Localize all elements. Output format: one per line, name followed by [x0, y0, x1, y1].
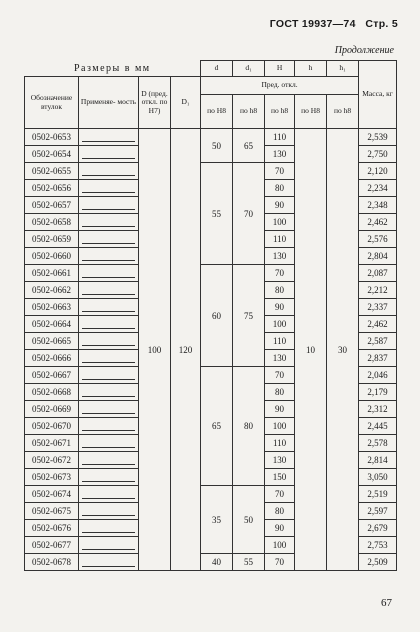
d-value-cell: 60 — [201, 265, 233, 367]
application-cell — [79, 486, 139, 503]
mass-cell: 2,576 — [359, 231, 397, 248]
mass-cell: 2,587 — [359, 333, 397, 350]
tol-d1-header: по h8 — [233, 95, 265, 129]
application-underline — [82, 311, 135, 312]
designation-cell: 0502-0669 — [25, 401, 79, 418]
col-D-header: D (пред. откл. по H7) — [139, 77, 171, 129]
d1-value-cell: 75 — [233, 265, 265, 367]
H-value-cell: 70 — [265, 554, 295, 571]
tol-h1-header: по h8 — [327, 95, 359, 129]
application-underline — [82, 345, 135, 346]
application-underline — [82, 362, 135, 363]
application-cell — [79, 265, 139, 282]
H-value-cell: 90 — [265, 197, 295, 214]
application-cell — [79, 316, 139, 333]
continuation-label: Продолжение — [334, 45, 394, 56]
application-underline — [82, 515, 135, 516]
mass-cell: 2,179 — [359, 384, 397, 401]
application-cell — [79, 146, 139, 163]
designation-cell: 0502-0668 — [25, 384, 79, 401]
dimensions-table — [24, 60, 397, 571]
mass-cell: 2,753 — [359, 537, 397, 554]
d-value-cell: 55 — [201, 163, 233, 265]
H-value-cell: 130 — [265, 452, 295, 469]
d1-value-cell: 65 — [233, 129, 265, 163]
H-value-cell: 70 — [265, 163, 295, 180]
mass-cell: 2,087 — [359, 265, 397, 282]
mass-cell: 2,597 — [359, 503, 397, 520]
H-value-cell: 80 — [265, 503, 295, 520]
application-underline — [82, 243, 135, 244]
tol-h-header: по H8 — [295, 95, 327, 129]
H-value-cell: 130 — [265, 146, 295, 163]
application-underline — [82, 413, 135, 414]
H-value-cell: 80 — [265, 384, 295, 401]
application-underline — [82, 209, 135, 210]
designation-cell: 0502-0665 — [25, 333, 79, 350]
application-cell — [79, 401, 139, 418]
designation-cell: 0502-0667 — [25, 367, 79, 384]
col-h-header: h — [295, 61, 327, 77]
H-value-cell: 150 — [265, 469, 295, 486]
application-cell — [79, 129, 139, 146]
application-underline — [82, 328, 135, 329]
H-value-cell: 70 — [265, 486, 295, 503]
d1-value-cell: 80 — [233, 367, 265, 486]
application-underline — [82, 464, 135, 465]
standard-number: ГОСТ 19937—74 — [269, 18, 356, 30]
H-value-cell: 70 — [265, 367, 295, 384]
mass-cell: 2,046 — [359, 367, 397, 384]
application-cell — [79, 418, 139, 435]
mass-cell: 2,509 — [359, 554, 397, 571]
col-H-header: H — [265, 61, 295, 77]
application-underline — [82, 141, 135, 142]
tol-H-header: по h8 — [265, 95, 295, 129]
designation-cell: 0502-0666 — [25, 350, 79, 367]
H-value-cell: 80 — [265, 180, 295, 197]
application-underline — [82, 396, 135, 397]
d1-value-cell: 70 — [233, 163, 265, 265]
D1-value-cell: 120 — [171, 129, 201, 571]
application-underline — [82, 175, 135, 176]
application-underline — [82, 566, 135, 567]
col-designation-header: Обозначение втулок — [25, 77, 79, 129]
d-value-cell: 65 — [201, 367, 233, 486]
designation-cell: 0502-0659 — [25, 231, 79, 248]
application-cell — [79, 350, 139, 367]
application-underline — [82, 379, 135, 380]
table-row — [25, 129, 397, 146]
designation-cell: 0502-0674 — [25, 486, 79, 503]
d-value-cell: 40 — [201, 554, 233, 571]
mass-cell: 2,804 — [359, 248, 397, 265]
col-mass-header: Масса, кг — [359, 61, 397, 129]
D-value-cell: 100 — [139, 129, 171, 571]
designation-cell: 0502-0673 — [25, 469, 79, 486]
mass-cell: 2,679 — [359, 520, 397, 537]
application-cell — [79, 333, 139, 350]
designation-cell: 0502-0675 — [25, 503, 79, 520]
d-value-cell: 35 — [201, 486, 233, 554]
application-underline — [82, 481, 135, 482]
designation-cell: 0502-0660 — [25, 248, 79, 265]
application-underline — [82, 498, 135, 499]
application-cell — [79, 231, 139, 248]
page-number: 67 — [381, 597, 392, 609]
col-h1-header: h₁ — [327, 61, 359, 77]
designation-cell: 0502-0661 — [25, 265, 79, 282]
H-value-cell: 110 — [265, 333, 295, 350]
application-underline — [82, 277, 135, 278]
d1-value-cell: 55 — [233, 554, 265, 571]
h-value-cell: 10 — [295, 129, 327, 571]
application-cell — [79, 214, 139, 231]
H-value-cell: 110 — [265, 435, 295, 452]
H-value-cell: 110 — [265, 231, 295, 248]
H-value-cell: 70 — [265, 265, 295, 282]
page-label: Стр. 5 — [365, 18, 398, 30]
application-underline — [82, 192, 135, 193]
h1-value-cell: 30 — [327, 129, 359, 571]
application-cell — [79, 435, 139, 452]
page-header — [270, 18, 398, 30]
application-underline — [82, 447, 135, 448]
application-cell — [79, 537, 139, 554]
mass-cell: 2,578 — [359, 435, 397, 452]
d1-value-cell: 50 — [233, 486, 265, 554]
mass-cell: 2,234 — [359, 180, 397, 197]
designation-cell: 0502-0654 — [25, 146, 79, 163]
application-underline — [82, 430, 135, 431]
H-value-cell: 100 — [265, 418, 295, 435]
designation-cell: 0502-0657 — [25, 197, 79, 214]
application-cell — [79, 554, 139, 571]
H-value-cell: 90 — [265, 520, 295, 537]
mass-cell: 2,348 — [359, 197, 397, 214]
mass-cell: 2,814 — [359, 452, 397, 469]
pred-otkl-header: Пред. откл. — [201, 77, 359, 95]
col-d1-header: d₁ — [233, 61, 265, 77]
designation-cell: 0502-0676 — [25, 520, 79, 537]
application-underline — [82, 226, 135, 227]
col-application-header: Применяе- мость — [79, 77, 139, 129]
H-value-cell: 130 — [265, 248, 295, 265]
designation-cell: 0502-0671 — [25, 435, 79, 452]
application-cell — [79, 163, 139, 180]
application-underline — [82, 532, 135, 533]
mass-cell: 2,539 — [359, 129, 397, 146]
H-value-cell: 100 — [265, 316, 295, 333]
application-cell — [79, 248, 139, 265]
application-cell — [79, 452, 139, 469]
mass-cell: 2,120 — [359, 163, 397, 180]
mass-cell: 2,837 — [359, 350, 397, 367]
designation-cell: 0502-0655 — [25, 163, 79, 180]
designation-cell: 0502-0653 — [25, 129, 79, 146]
d-value-cell: 50 — [201, 129, 233, 163]
application-underline — [82, 260, 135, 261]
application-cell — [79, 503, 139, 520]
mass-cell: 2,462 — [359, 316, 397, 333]
application-cell — [79, 180, 139, 197]
table-body — [25, 129, 397, 571]
application-underline — [82, 549, 135, 550]
application-cell — [79, 299, 139, 316]
mass-cell: 2,445 — [359, 418, 397, 435]
application-underline — [82, 158, 135, 159]
H-value-cell: 110 — [265, 129, 295, 146]
H-value-cell: 90 — [265, 401, 295, 418]
H-value-cell: 100 — [265, 537, 295, 554]
application-cell — [79, 520, 139, 537]
designation-cell: 0502-0672 — [25, 452, 79, 469]
H-value-cell: 100 — [265, 214, 295, 231]
application-cell — [79, 367, 139, 384]
H-value-cell: 90 — [265, 299, 295, 316]
designation-cell: 0502-0670 — [25, 418, 79, 435]
designation-cell: 0502-0677 — [25, 537, 79, 554]
application-cell — [79, 282, 139, 299]
mass-cell: 2,519 — [359, 486, 397, 503]
designation-cell: 0502-0678 — [25, 554, 79, 571]
tol-d-header: по H8 — [201, 95, 233, 129]
mass-cell: 2,462 — [359, 214, 397, 231]
application-cell — [79, 384, 139, 401]
H-value-cell: 80 — [265, 282, 295, 299]
application-cell — [79, 469, 139, 486]
designation-cell: 0502-0662 — [25, 282, 79, 299]
mass-cell: 3,050 — [359, 469, 397, 486]
mass-cell: 2,212 — [359, 282, 397, 299]
application-cell — [79, 197, 139, 214]
mass-cell: 2,337 — [359, 299, 397, 316]
designation-cell: 0502-0658 — [25, 214, 79, 231]
H-value-cell: 130 — [265, 350, 295, 367]
dimensions-title: Размеры в мм — [25, 61, 201, 77]
mass-cell: 2,750 — [359, 146, 397, 163]
designation-cell: 0502-0663 — [25, 299, 79, 316]
application-underline — [82, 294, 135, 295]
col-d-header: d — [201, 61, 233, 77]
col-D1-header: D₁ — [171, 77, 201, 129]
mass-cell: 2,312 — [359, 401, 397, 418]
designation-cell: 0502-0664 — [25, 316, 79, 333]
designation-cell: 0502-0656 — [25, 180, 79, 197]
